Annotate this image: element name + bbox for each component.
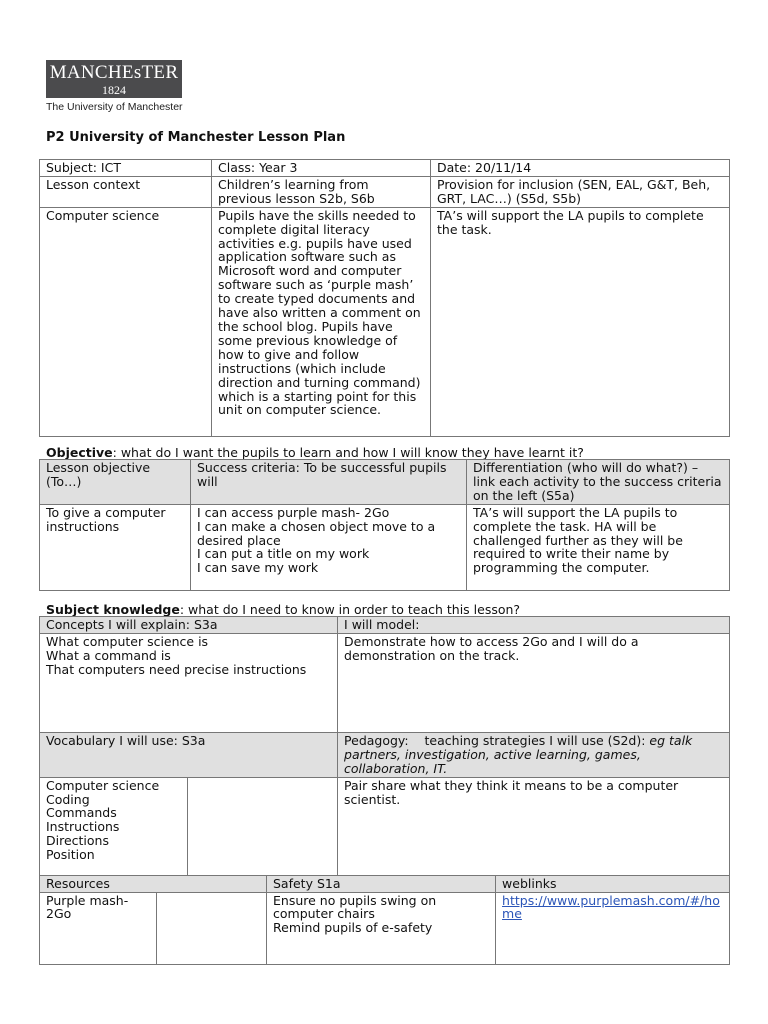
vocabulary-cell xyxy=(40,777,188,875)
table-row xyxy=(40,504,730,590)
inclusion-cell: Provision for inclusion (SEN, EAL, G&T, Beh, GRT, LAC…) (S5d, S5b) xyxy=(431,176,730,207)
concept-item: What computer science is xyxy=(46,633,209,649)
objective-heading xyxy=(46,445,584,460)
vocab-item: Directions xyxy=(46,833,109,849)
subject-cell: Subject: ICT xyxy=(40,160,212,177)
weblinks-header: weblinks xyxy=(496,875,730,892)
class-cell: Class: Year 3 xyxy=(212,160,431,177)
pedagogy-text: teaching strategies I will use (S2d): xyxy=(424,732,646,748)
lesson-context-table xyxy=(39,159,730,437)
table-header-row xyxy=(40,732,730,777)
table-row xyxy=(40,777,730,875)
subject-knowledge-text: : what do I need to know in order to teach this lesson? xyxy=(179,602,521,617)
objective-heading-text: : what do I want the pupils to learn and how I will know they have learnt it? xyxy=(112,445,584,460)
safety-header: Safety S1a xyxy=(267,875,496,892)
prior-knowledge-cell: Pupils have the skills needed to complete digital literacy activities e.g. pupils have used application software such as Microsoft word and computer software such as ‘purple mash’ to create typed documents and have also written a comment on the school blog. Pupils have some previous knowledge of how to give and follow instructions (which include direction and turning command) which is a starting point for this unit on computer science. xyxy=(212,207,431,436)
differentiation-cell: TA’s will support the LA pupils to complete the task. HA will be challenged further as they will be required to write their name by programming the computer. xyxy=(467,504,730,590)
criteria-item: I can make a chosen object move to a desired place xyxy=(197,518,436,548)
vocabulary-header: Vocabulary I will use: S3a xyxy=(40,732,338,777)
table-row xyxy=(40,160,730,177)
support-cell: TA’s will support the LA pupils to complete the task. xyxy=(431,207,730,436)
criteria-item: I can put a title on my work xyxy=(197,546,370,562)
purplemash-link[interactable]: https://www.purplemash.com/#/home xyxy=(502,892,720,922)
objective-heading-bold: Objective xyxy=(46,445,113,460)
vocab-item: Position xyxy=(46,847,95,863)
objective-table xyxy=(39,459,730,591)
concept-item: That computers need precise instructions xyxy=(46,661,307,677)
logo-year: 1824 xyxy=(102,83,126,97)
subject-knowledge-heading xyxy=(46,602,520,617)
vocab-item: Computer science xyxy=(46,777,160,793)
resources-header: Resources xyxy=(40,875,267,892)
resources-cell: Purple mash- 2Go xyxy=(40,892,157,964)
pedagogy-examples: eg talk partners, investigation, active learning, games, collaboration, IT. xyxy=(344,732,693,776)
objective-header: Lesson objective (To…) xyxy=(40,460,191,505)
safety-item: Remind pupils of e-safety xyxy=(273,920,433,936)
table-row xyxy=(40,176,730,207)
criteria-item: I can access purple mash- 2Go xyxy=(197,504,390,520)
model-header: I will model: xyxy=(338,617,730,634)
table-header-row xyxy=(40,617,730,634)
concepts-cell xyxy=(40,633,338,732)
subject-knowledge-table xyxy=(39,616,730,965)
logo-subtitle: The University of Manchester xyxy=(46,101,183,113)
pedagogy-header xyxy=(338,732,730,777)
criteria-item: I can save my work xyxy=(197,560,319,576)
vocab-item: Commands xyxy=(46,805,117,821)
topic-cell: Computer science xyxy=(40,207,212,436)
document-title: P2 University of Manchester Lesson Plan xyxy=(46,130,346,145)
table-row xyxy=(40,633,730,732)
table-row xyxy=(40,207,730,436)
concept-item: What a command is xyxy=(46,647,171,663)
pedagogy-label: Pedagogy: xyxy=(344,732,409,748)
university-logo xyxy=(46,60,182,112)
resources-extra-cell xyxy=(157,892,267,964)
weblinks-cell xyxy=(496,892,730,964)
pedagogy-cell: Pair share what they think it means to be a computer scientist. xyxy=(338,777,730,875)
safety-cell xyxy=(267,892,496,964)
vocab-item: Coding xyxy=(46,791,90,807)
criteria-header: Success criteria: To be successful pupils will xyxy=(191,460,467,505)
vocabulary-extra-cell xyxy=(188,777,338,875)
subject-knowledge-bold: Subject knowledge xyxy=(46,602,180,617)
model-cell: Demonstrate how to access 2Go and I will do a demonstration on the track. xyxy=(338,633,730,732)
previous-learning-cell: Children’s learning from previous lesson S2b, S6b xyxy=(212,176,431,207)
success-criteria-cell xyxy=(191,504,467,590)
date-cell: Date: 20/11/14 xyxy=(431,160,730,177)
vocab-item: Instructions xyxy=(46,819,120,835)
lesson-context-label: Lesson context xyxy=(40,176,212,207)
table-header-row xyxy=(40,460,730,505)
safety-item: Ensure no pupils swing on computer chairs xyxy=(273,892,437,922)
concepts-header: Concepts I will explain: S3a xyxy=(40,617,338,634)
lesson-objective-cell: To give a computer instructions xyxy=(40,504,191,590)
logo-mark xyxy=(46,60,182,98)
table-header-row xyxy=(40,875,730,892)
logo-name: MANCHEsTER xyxy=(49,62,179,83)
differentiation-header: Differentiation (who will do what?) – link each activity to the success criteria on the left (S5a) xyxy=(467,460,730,505)
table-row xyxy=(40,892,730,964)
